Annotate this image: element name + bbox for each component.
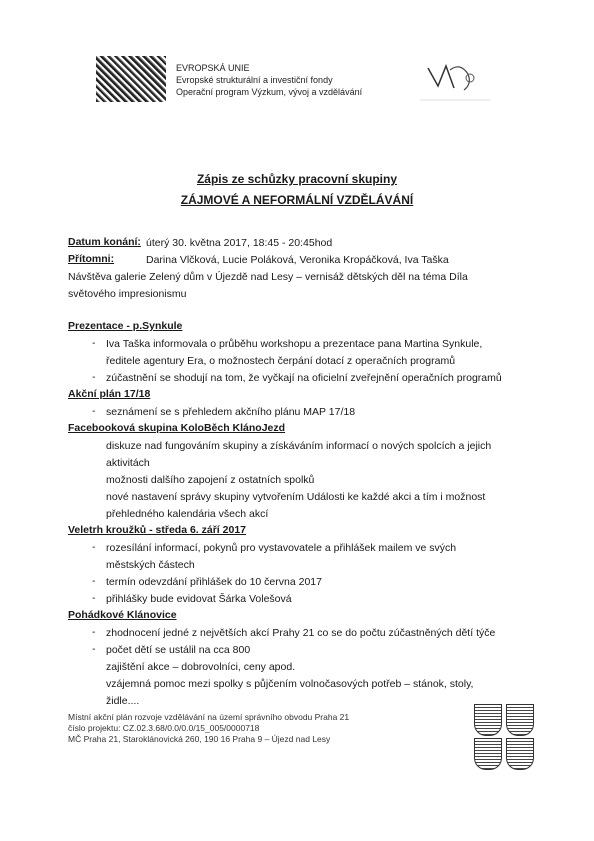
- eu-line: Operační program Výzkum, vývoj a vzdělávání: [176, 87, 363, 97]
- bullet-dash: -: [92, 592, 96, 604]
- eu-header-text: [176, 62, 362, 98]
- bullet-dash: -: [92, 643, 96, 655]
- paragraph-line: možnosti dalšího zapojení z ostatních spolků: [106, 474, 315, 486]
- coat-of-arms-icon: [506, 738, 534, 770]
- document-subtitle: ZÁJMOVÉ A NEFORMÁLNÍ VZDĚLÁVÁNÍ: [180, 193, 414, 207]
- paragraph-line: diskuze nad fungováním skupiny a získáváním informací o nových spolcích a jejich: [106, 440, 492, 452]
- list-item-cont: městských částech: [106, 559, 195, 571]
- paragraph-line: zajištění akce – dobrovolníci, ceny apod.: [106, 661, 296, 673]
- eu-flag-logo: [96, 56, 166, 102]
- footer-line: MČ Praha 21, Staroklánovická 260, 190 16 Praha 9 – Újezd nad Lesy: [68, 734, 331, 744]
- list-item: přihlášky bude evidovat Šárka Volešová: [106, 593, 292, 605]
- visit-line: světového impresionismu: [68, 288, 187, 300]
- section-heading: Akční plán 17/18: [68, 388, 151, 400]
- bullet-dash: -: [92, 575, 96, 587]
- paragraph-line: vzájemná pomoc mezi spolky s půjčením volnočasových potřeb – stánok, stoly,: [106, 678, 474, 690]
- list-item-cont: ředitele agentury Era, o možnostech čerpání dotací z operačních programů: [106, 355, 456, 367]
- present-value: Darina Vlčková, Lucie Poláková, Veronika Kropáčková, Iva Taška: [146, 254, 449, 266]
- date-label: Datum konání:: [68, 236, 141, 248]
- present-label: Přítomni:: [68, 253, 115, 265]
- bullet-dash: -: [92, 541, 96, 553]
- eu-line: EVROPSKÁ UNIE: [176, 63, 250, 73]
- document-title: Zápis ze schůzky pracovní skupiny: [196, 172, 398, 186]
- eu-line: Evropské strukturální a investiční fondy: [176, 75, 333, 85]
- paragraph-line: nové nastavení správy skupiny vytvořením Události ke každé akci a tím i možnost: [106, 491, 486, 503]
- paragraph-line: přehledného kalendária všech akcí: [106, 508, 269, 520]
- present-row: [68, 253, 114, 265]
- coat-of-arms-icon: [474, 738, 502, 770]
- section-heading: Pohádkové Klánovice: [68, 609, 177, 621]
- list-item: termín odevzdání přihlášek do 10 června 2017: [106, 576, 322, 588]
- list-item: Iva Taška informovala o průběhu workshopu a prezentace pana Martina Synkule,: [106, 338, 483, 350]
- bullet-dash: -: [92, 371, 96, 383]
- list-item: seznámení se s přehledem akčního plánu MAP 17/18: [106, 406, 356, 418]
- section-heading: Veletrh kroužků - středa 6. září 2017: [68, 524, 246, 536]
- bullet-dash: -: [92, 405, 96, 417]
- date-value: úterý 30. května 2017, 18:45 - 20:45hod: [146, 237, 333, 249]
- footer: [68, 712, 349, 745]
- footer-line: Místní akční plán rozvoje vzdělávání na území správního obvodu Praha 21: [68, 712, 350, 722]
- visit-line: Návštěva galerie Zelený dům v Újezdě nad Lesy – vernisáž dětských děl na téma Díla: [68, 271, 468, 283]
- bullet-dash: -: [92, 337, 96, 349]
- date-row: [68, 236, 141, 248]
- paragraph-line: aktivitách: [106, 457, 150, 469]
- coat-of-arms-icon: [474, 704, 502, 736]
- paragraph-line: židle....: [106, 695, 140, 707]
- msmt-logo: [420, 56, 490, 106]
- footer-line: číslo projektu: CZ.02.3.68/0.0/0.0/15_005/0000718: [68, 723, 260, 733]
- list-item: počet dětí se ustálil na cca 800: [106, 644, 251, 656]
- section-heading: Prezentace - p.Synkule: [68, 320, 183, 332]
- section-heading: Facebooková skupina KoloBěch KlánoJezd: [68, 422, 286, 434]
- coat-of-arms-icon: [506, 704, 534, 736]
- bullet-dash: -: [92, 626, 96, 638]
- list-item: rozesílání informací, pokynů pro vystavovatele a přihlášek mailem ve svých: [106, 542, 457, 554]
- list-item: zhodnocení jedné z největších akcí Prahy 21 co se do počtu zúčastněných dětí týče: [106, 627, 496, 639]
- list-item: zúčastnění se shodují na tom, že vyčkají na oficielní zveřejnění operačních programů: [106, 372, 502, 384]
